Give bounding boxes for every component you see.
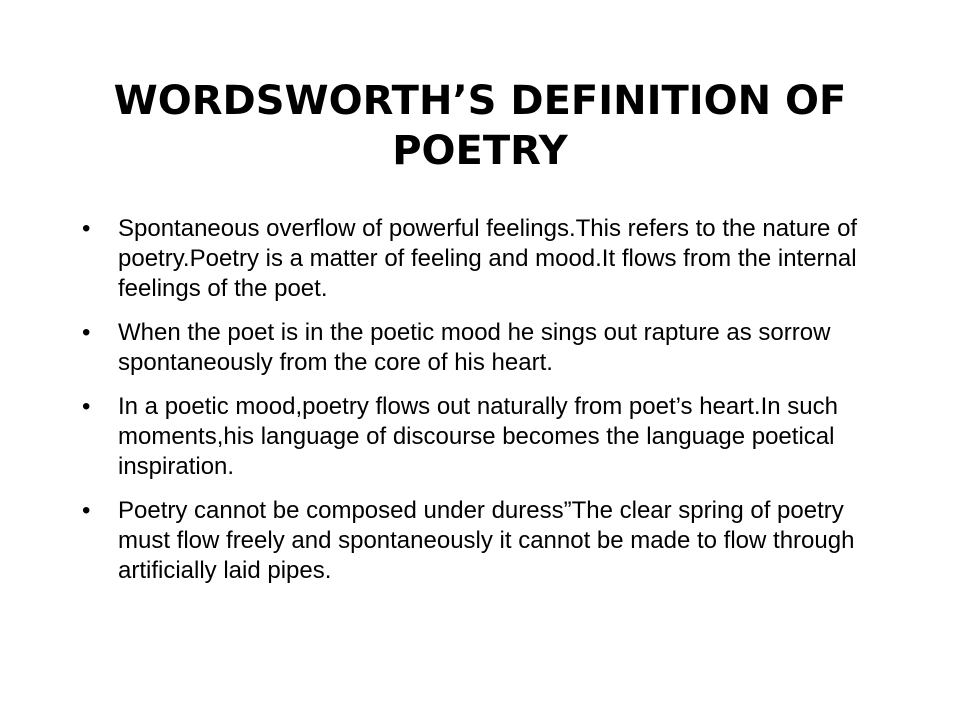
bullet-item-2 (80, 318, 900, 378)
bullet-icon: • (82, 319, 91, 346)
bullet-text: Poetry cannot be composed under duress”The clear spring of poetry must flow freely and spontaneously it cannot be made to flow through artificially laid pipes. (118, 497, 855, 584)
bullet-item-3 (80, 392, 900, 482)
slide-title: WORDSWORTH’S DEFINITION OF POETRY (113, 78, 847, 174)
bullet-text: When the poet is in the poetic mood he sings out rapture as sorrow spontaneously from the core of his heart. (118, 319, 831, 376)
bullet-icon: • (82, 393, 91, 420)
bullet-item-1 (80, 214, 900, 304)
bullet-item-4 (80, 496, 900, 586)
bullet-text: Spontaneous overflow of powerful feelings.This refers to the nature of poetry.Poetry is a matter of feeling and mood.It flows from the internal feelings of the poet. (118, 215, 858, 302)
bullet-icon: • (82, 497, 91, 524)
bullet-icon: • (82, 215, 91, 242)
bullet-text: In a poetic mood,poetry flows out naturally from poet’s heart.In such moments,his language of discourse becomes the language poetical inspiration. (118, 393, 838, 480)
bullet-list (80, 214, 900, 600)
